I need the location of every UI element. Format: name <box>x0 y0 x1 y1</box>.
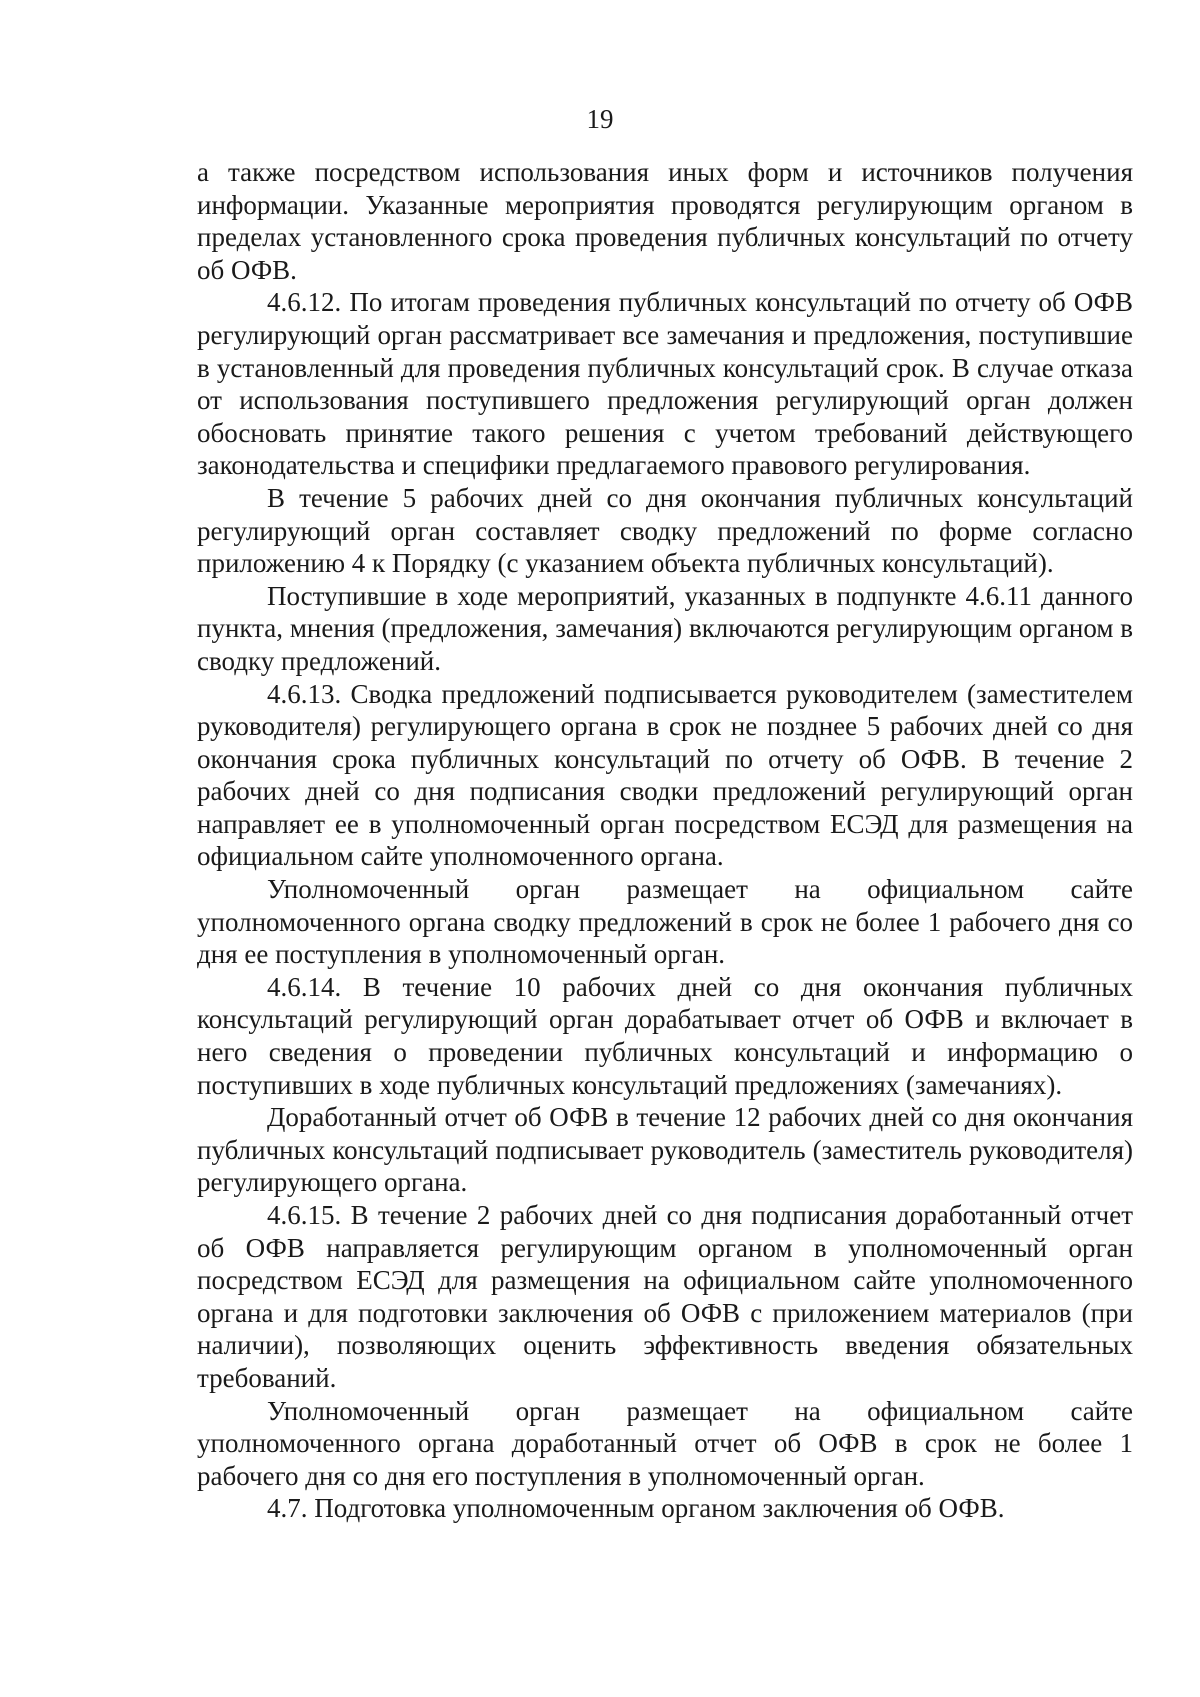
paragraph: Уполномоченный орган размещает на официальном сайте уполномоченного органа сводку предложений в срок не более 1 рабочего дня со дня ее поступления в уполномоченный орган. <box>197 874 1133 970</box>
paragraph: Поступившие в ходе мероприятий, указанных в подпункте 4.6.11 данного пункта, мнения (предложения, замечания) включаются регулирующим органом в сводку предложений. <box>197 580 1133 676</box>
document-body <box>197 156 1133 1525</box>
paragraph: а также посредством использования иных форм и источников получения информации. Указанные мероприятия проводятся регулирующим органом в пределах установленного срока проведения публичных консультаций по отчету об ОФВ. <box>197 157 1133 285</box>
section-heading: 4.7. Подготовка уполномоченным органом заключения об ОФВ. <box>267 1493 1005 1524</box>
paragraph: Доработанный отчет об ОФВ в течение 12 рабочих дней со дня окончания публичных консультаций подписывает руководитель (заместитель руководителя) регулирующего органа. <box>197 1102 1133 1198</box>
paragraph: Уполномоченный орган размещает на официальном сайте уполномоченного органа доработанный отчет об ОФВ в срок не более 1 рабочего дня со дня его поступления в уполномоченный орган. <box>197 1395 1133 1491</box>
paragraph: В течение 5 рабочих дней со дня окончания публичных консультаций регулирующий орган составляет сводку предложений по форме согласно приложению 4 к Порядку (с указанием объекта публичных консультаций). <box>197 482 1133 579</box>
paragraph: 4.6.12. По итогам проведения публичных консультаций по отчету об ОФВ регулирующий орган рассматривает все замечания и предложения, поступившие в установленный для проведения публичных консультаций срок. В случае отказа от использования поступившего предложения регулирующий орган должен обосновать принятие такого решения с учетом требований действующего законодательства и специфики предлагаемого правового регулирования. <box>197 287 1133 481</box>
paragraph: 4.6.15. В течение 2 рабочих дней со дня подписания доработанный отчет об ОФВ направляется регулирующим органом в уполномоченный орган посредством ЕСЭД для размещения на официальном сайте уполномоченного органа и для подготовки заключения об ОФВ с приложением материалов (при наличии), позволяющих оценить эффективность введения обязательных требований. <box>197 1200 1133 1393</box>
paragraph: 4.6.14. В течение 10 рабочих дней со дня окончания публичных консультаций регулирующий орган дорабатывает отчет об ОФВ и включает в него сведения о проведении публичных консультаций и информацию о поступивших в ходе публичных консультаций предложениях (замечаниях). <box>197 971 1133 1100</box>
page-number: 19 <box>586 104 614 134</box>
paragraph: 4.6.13. Сводка предложений подписывается руководителем (заместителем руководителя) регулирующего органа в срок не позднее 5 рабочих дней со дня окончания срока публичных консультаций по отчету об ОФВ. В течение 2 рабочих дней со дня подписания сводки предложений регулирующий орган направляет ее в уполномоченный орган посредством ЕСЭД для размещения на официальном сайте уполномоченного органа. <box>197 678 1133 872</box>
